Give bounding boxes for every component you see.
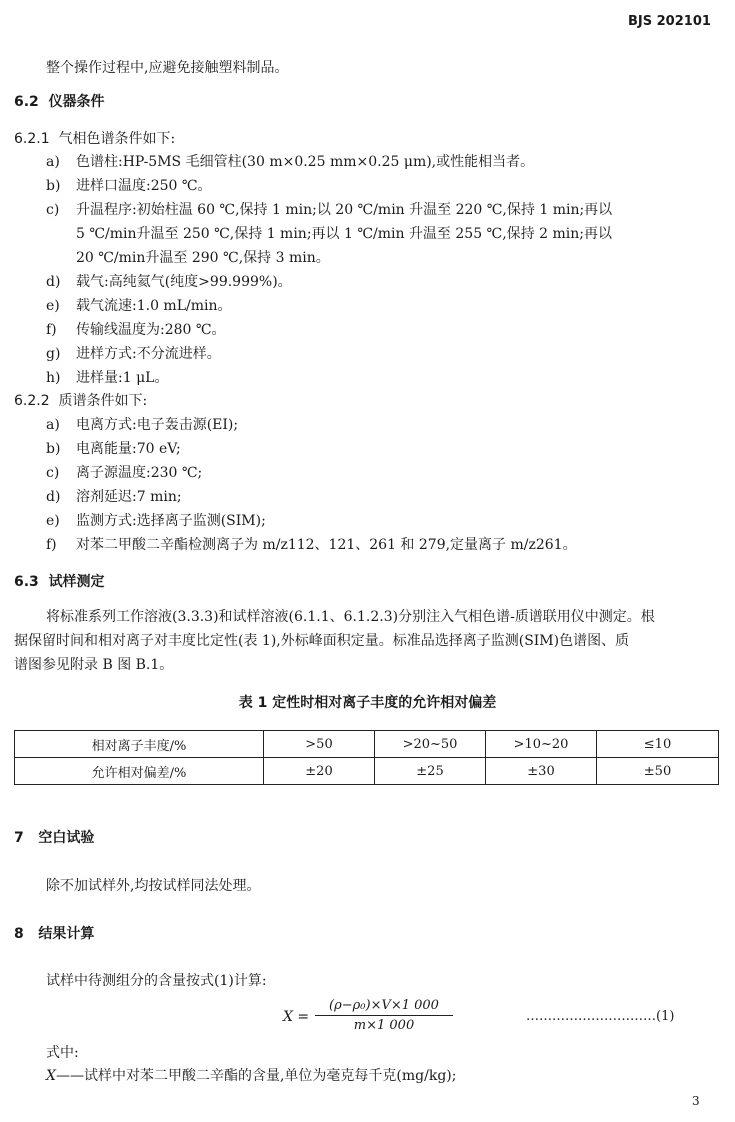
intro-line: 整个操作过程中,应避免接触塑料制品。 [46,60,289,76]
list-item: e) 监测方式:选择离子监测(SIM); [46,513,266,529]
list-item: h) 进样量:1 μL。 [46,370,169,386]
paragraph-line: 除不加试样外,均按试样同法处理。 [46,878,261,894]
formula-lhs: X = [283,1009,310,1025]
table-cell: ±30 [486,758,597,785]
formula-denominator: m×1 000 [353,1018,415,1033]
definition-symbol: X [46,1068,56,1084]
paragraph-line: 将标准系列工作溶液(3.3.3)和试样溶液(6.1.1、6.1.2.3)分别注入气相色谱-质谱联用仪中测定。根 [46,609,655,625]
table-cell: >20~50 [375,731,486,758]
table-cell: >10~20 [486,731,597,758]
subsection-heading-6-2-2 [14,391,147,411]
page-number: 3 [692,1094,700,1108]
subsection-title: 质谱条件如下: [58,393,148,409]
table-cell: ±20 [264,758,375,785]
list-item-continuation: 20 ℃/min升温至 290 ℃,保持 3 min。 [76,250,330,266]
definition-text: ——试样中对苯二甲酸二辛酯的含量,单位为毫克每千克(mg/kg); [55,1068,457,1084]
subsection-title: 气相色谱条件如下: [58,131,176,147]
formula-fraction [315,998,453,1033]
subsection-number: 6.2.1 [14,131,50,147]
table-cell: ±25 [375,758,486,785]
list-item: b) 电离能量:70 eV; [46,441,181,457]
paragraph-line: 试样中待测组分的含量按式(1)计算: [46,973,267,989]
section-title: 空白试验 [38,830,95,846]
where-label: 式中: [46,1045,79,1061]
section-title: 仪器条件 [48,94,105,110]
formula-reference: …………………………(1) [526,1009,675,1024]
table-cell: >50 [264,731,375,758]
section-title: 结果计算 [38,926,95,942]
section-number: 6.3 [14,574,39,590]
section-title: 试样测定 [48,574,105,590]
section-heading-7 [14,828,94,848]
list-item: c) 升温程序:初始柱温 60 ℃,保持 1 min;以 20 ℃/min 升温至 220 ℃,保持 1 min;再以 [46,202,613,218]
table-cell: ≤10 [597,731,719,758]
definition-line [46,1066,456,1086]
list-item: f) 传输线温度为:280 ℃。 [46,322,226,338]
section-heading-8 [14,924,94,944]
section-heading-6-2 [14,92,105,112]
list-item-continuation: 5 ℃/min升温至 250 ℃,保持 1 min;再以 1 ℃/min 升温至 255 ℃,保持 2 min;再以 [76,226,612,242]
list-item: f) 对苯二甲酸二辛酯检测离子为 m/z112、121、261 和 279,定量离子 m/z261。 [46,537,577,553]
section-number: 6.2 [14,94,39,110]
table-row [15,731,719,758]
paragraph-line: 据保留时间和相对离子对丰度比定性(表 1),外标峰面积定量。标准品选择离子监测(SIM)色谱图、质 [14,633,630,649]
paragraph-line: 谱图参见附录 B 图 B.1。 [14,657,174,673]
table-cell: 相对离子丰度/% [15,731,264,758]
formula-numerator: (ρ−ρ₀)×V×1 000 [315,998,453,1016]
doc-code: BJS 202101 [628,14,711,29]
list-item: e) 载气流速:1.0 mL/min。 [46,298,232,314]
list-item: b) 进样口温度:250 ℃。 [46,178,212,194]
table-cell: 允许相对偏差/% [15,758,264,785]
section-number: 7 [14,830,24,846]
list-item: g) 进样方式:不分流进样。 [46,346,221,362]
section-number: 8 [14,926,24,942]
subsection-heading-6-2-1 [14,129,175,149]
table-1 [14,730,719,785]
table-caption: 表 1 定性时相对离子丰度的允许相对偏差 [238,695,497,711]
list-item: c) 离子源温度:230 ℃; [46,465,203,481]
table-cell: ±50 [597,758,719,785]
list-item: d) 溶剂延迟:7 min; [46,489,182,505]
list-item: a) 电离方式:电子轰击源(EI); [46,417,239,433]
section-heading-6-3 [14,572,105,592]
subsection-number: 6.2.2 [14,393,50,409]
table-row [15,758,719,785]
list-item: a) 色谱柱:HP-5MS 毛细管柱(30 m×0.25 mm×0.25 μm),或性能相当者。 [46,154,535,170]
list-item: d) 载气:高纯氦气(纯度>99.999%)。 [46,274,292,290]
